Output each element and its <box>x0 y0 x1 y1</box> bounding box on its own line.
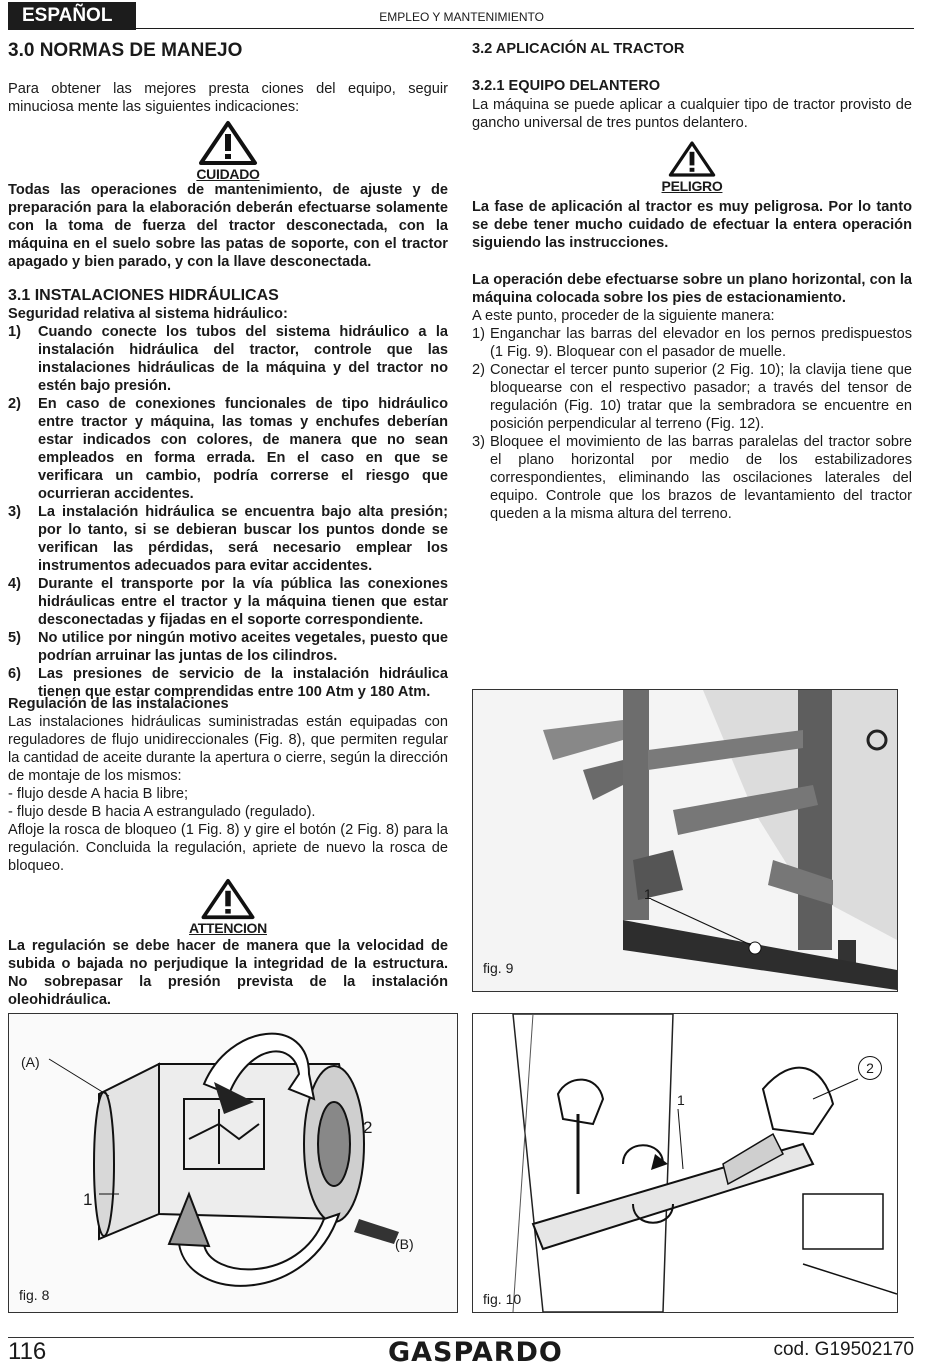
warning-text: Todas las operaciones de mantenimiento, de ajuste y de preparación para la elaboración deberán efectuarse solamente con la toma de fuerza del tractor desconectada, con la máquina en el suelo sobre las patas de soporte, con el tractor apagado y bien parado, y con la llave desconectada. <box>8 182 448 270</box>
top-link-adjustment-illustration <box>473 1014 897 1312</box>
intro-text: Para obtener las mejores presta ciones del equipo, seguir minuciosa mente las siguientes indicaciones: <box>8 81 448 115</box>
warning-triangle-icon <box>198 120 258 166</box>
callout-2: 2 <box>363 1118 373 1137</box>
figure-caption: fig. 9 <box>483 960 514 976</box>
page-number: 116 <box>8 1338 47 1365</box>
page-title: 3.0 NORMAS DE MANEJO <box>8 40 243 61</box>
warning-label: PELIGRO <box>661 178 723 194</box>
warning-text: La regulación se debe hacer de manera que la velocidad de subida o bajada no perjudique la integridad de la estructura. No sobrepasar la presión prevista de la instalación oleohidráulica. <box>8 938 448 1008</box>
brand-logo: GASPARDO <box>388 1337 563 1368</box>
figure-8-illustration <box>8 1013 458 1313</box>
front-equipment-text: La máquina se puede aplicar a cualquier tipo de tractor provisto de gancho universal de tres puntos delantero. <box>472 97 912 131</box>
warning-triangle-icon <box>668 140 716 178</box>
list-item: 3) La instalación hidráulica se encuentra bajo alta presión; por lo tanto, si se debieran buscar los puntos donde se verifican las pérdidas, será necesario emplear los instrumentos adecuados para evitar accidentes. <box>8 504 448 574</box>
warning-cuidado <box>8 120 448 182</box>
header-rule <box>8 28 914 29</box>
list-item: 5) No utilice por ningún motivo aceites vegetales, puesto que podrían arruinar las juntas de los cilindros. <box>8 630 448 664</box>
warning-text: La fase de aplicación al tractor es muy peligrosa. Por lo tanto se debe tener mucho cuidado de efectuar la entera operación siguiendo las instrucciones. <box>472 199 912 251</box>
flow-regulator-illustration <box>9 1014 457 1312</box>
callout-1: 1 <box>644 886 652 902</box>
language-tab: ESPAÑOL <box>8 2 136 30</box>
list-item: 2) En caso de conexiones funcionales de tipo hidráulico entre tractor y máquina, las tomas y enchufes deberían estar indicados con colores, de manera que no sean empleados en forma errada. En el caso en que se verificara un cambio, podría correrse el riesgo que ocurrieran accidentes. <box>8 396 448 502</box>
list-item: - flujo desde B hacia A estrangulado (regulado). <box>8 804 316 820</box>
callout-B: (B) <box>395 1236 414 1252</box>
procedure-lead: A este punto, proceder de la siguiente manera: <box>472 308 775 324</box>
list-item: 3) Bloquee el movimiento de las barras paralelas del tractor sobre el plano horizontal por medio de los estabilizadores correspondientes, eliminando las oscilaciones laterales del equipo. Controle que los brazos de levantamiento del tractor queden a la misma altura del terreno. <box>472 434 912 522</box>
callout-1: 1 <box>677 1092 685 1108</box>
horizontal-plane-note: La operación debe efectuarse sobre un plano horizontal, con la máquina colocada sobre los pies de estacionamiento. <box>472 272 912 306</box>
list-item: 4) Durante el transporte por la vía pública las conexiones hidráulicas entre el tractor y la máquina tienen que estar desconectadas y fijadas en el soporte correspondiente. <box>8 576 448 628</box>
warning-attencion <box>8 878 448 936</box>
warning-label: ATTENCION <box>189 920 267 936</box>
callout-1: 1 <box>83 1190 93 1209</box>
list-item: 6) Las presiones de servicio de la instalación hidráulica tienen que estar comprendidas entre 100 Atm y 180 Atm. <box>8 666 448 700</box>
front-equipment-title: 3.2.1 EQUIPO DELANTERO <box>472 78 661 94</box>
tractor-hitch-illustration <box>473 690 897 991</box>
hydraulics-list <box>8 323 448 701</box>
warning-triangle-icon <box>200 878 256 920</box>
callout-2: 2 <box>858 1056 882 1080</box>
document-code: cod. G19502170 <box>773 1339 914 1360</box>
callout-A: (A) <box>21 1054 40 1070</box>
hydraulics-subtitle: Seguridad relativa al sistema hidráulico: <box>8 306 288 322</box>
figure-10-illustration <box>472 1013 898 1313</box>
list-item: 1) Enganchar las barras del elevador en los pernos predispuestos (1 Fig. 9). Bloquear con el pasador de muelle. <box>472 326 912 360</box>
tractor-title: 3.2 APLICACIÓN AL TRACTOR <box>472 41 685 57</box>
procedure-steps <box>472 325 912 523</box>
regulation-text: Las instalaciones hidráulicas suministradas están equipadas con reguladores de flujo unidireccionales (Fig. 8), que permiten regular la cantidad de aceite durante la apertura o cierre, según la dirección de montaje de los mismos: - flujo desde A hacia B libre; - flujo desde B hacia A estrangulado (regulado). Afloje la rosca de bloqueo (1 Fig. 8) y gire el botón (2 Fig. 8) para la regulación. Concluida la regulación, apriete de nuevo la rosca de bloqueo. <box>8 714 448 874</box>
warning-peligro <box>472 140 912 194</box>
figure-caption: fig. 8 <box>19 1287 50 1303</box>
list-item: 1) Cuando conecte los tubos del sistema hidráulico a la instalación hidráulica del tractor, controle que las instalaciones hidráulicas de la máquina y del tractor no estén bajo presión. <box>8 324 448 394</box>
figure-caption: fig. 10 <box>483 1291 522 1307</box>
hydraulics-title: 3.1 INSTALACIONES HIDRÁULICAS <box>8 287 279 304</box>
list-item: - flujo desde A hacia B libre; <box>8 786 189 802</box>
warning-label: CUIDADO <box>196 166 260 182</box>
section-header: EMPLEO Y MANTENIMIENTO <box>379 10 544 24</box>
list-item: 2) Conectar el tercer punto superior (2 Fig. 10); la clavija tiene que bloquearse con el respectivo pasador; a través del tensor de regulación (Fig. 10) tratar que la sembradora se encuentre en posición perpendicular al terreno (Fig. 12). <box>472 362 912 432</box>
regulation-title: Regulación de las instalaciones <box>8 696 229 712</box>
figure-9-photo <box>472 689 898 992</box>
